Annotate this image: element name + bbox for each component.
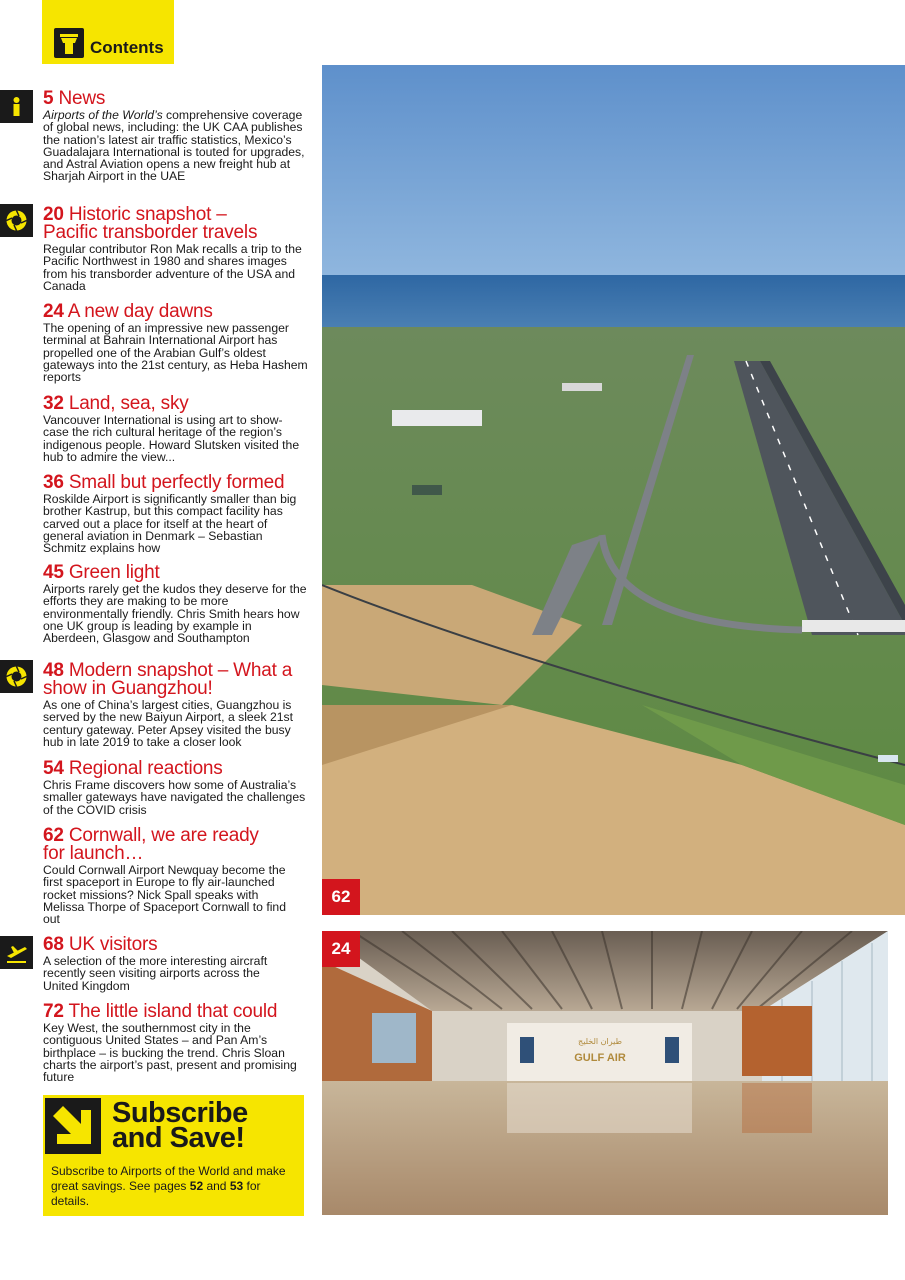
camera-aperture-icon: [0, 204, 33, 237]
terminal-interior-photo: [322, 931, 888, 1215]
aerial-runway-photo: [322, 65, 905, 915]
contents-entry-uk-visitors[interactable]: [43, 936, 308, 992]
subscribe-body: Subscribe to Airports of the World and make great savings. See pages 52 and 53 for details.: [51, 1164, 286, 1208]
entry-description: A selection of the more interesting aircraft recently seen visiting airports across the United Kingdom: [43, 954, 268, 993]
entry-description: The opening of an impressive new passenger terminal at Bahrain International Airport has propelled one of the Arabian Gulf’s oldest gateways into the 21st century, as Heba Hashem reports: [43, 321, 308, 385]
contents-entry-regional-reactions[interactable]: [43, 760, 308, 816]
entry-description: As one of China’s largest cities, Guangzhou is served by the new Baiyun Airport, a sleek 21st century gateway. Peter Apsey visited the busy hub in late 2019 to take a closer look: [43, 698, 293, 749]
entry-title: 45 Green light: [43, 562, 160, 583]
contents-entry-little-island[interactable]: [43, 1003, 308, 1083]
contents-entry-land-sea-sky[interactable]: [43, 395, 308, 463]
contents-entry-green-light[interactable]: [43, 564, 308, 644]
control-tower-icon: [54, 28, 84, 58]
terminal-sign: GULF AIR: [574, 1052, 626, 1064]
page-badge-62: 62: [322, 879, 360, 915]
contents-entry-cornwall[interactable]: [43, 825, 286, 927]
entry-description: Could Cornwall Airport Newquay become the first spaceport in Europe to fly air-launched rocket missions? Nick Spall speaks with Melissa Thorpe of Spaceport Cornwall to find out: [43, 863, 286, 927]
entry-title: 68 UK visitors: [43, 934, 158, 955]
entry-title: 32 Land, sea, sky: [43, 393, 189, 414]
entry-description: Vancouver International is using art to show-case the rich cultural heritage of the region’s indigenous people. Howard Slutsken visited the hub to admire the view...: [43, 413, 300, 464]
contents-header: [42, 0, 174, 64]
contents-entry-new-day-dawns[interactable]: [43, 303, 308, 383]
entry-description: Airports rarely get the kudos they deserve for the efforts they are making to be more environmentally friendly. Chris Smith hears how one UK group is leading by example in Aberdeen, Glasgow and Southampton: [43, 582, 307, 646]
entry-title: 62 Cornwall, we are ready for launch…: [43, 825, 259, 864]
contents-entry-news[interactable]: [43, 90, 308, 183]
subscribe-panel[interactable]: [43, 1095, 304, 1216]
terminal-sign-arabic: طيران الخليج: [578, 1037, 622, 1046]
airplane-takeoff-icon: [0, 936, 33, 969]
contents-entry-modern-snapshot[interactable]: [43, 662, 301, 748]
entry-description: Airports of the World’s comprehensive coverage of global news, including: the UK CAA publishes the nation’s latest air traffic statistics, Mexico’s Guadalajara International is touted for upgrades, and Astral Aviation opens a new freight hub at Sharjah Airport in the UAE: [43, 108, 305, 184]
entry-description: Chris Frame discovers how some of Australia’s smaller gateways have navigated the challenges of the COVID crisis: [43, 778, 306, 817]
entry-title: 20 Historic snapshot – Pacific transborder travels: [43, 204, 258, 243]
contents-entry-small-but-perfectly-formed[interactable]: [43, 474, 308, 554]
camera-aperture-icon: [0, 660, 33, 693]
entry-description: Key West, the southernmost city in the contiguous United States – and Pan Am’s birthplace – is bucking the trend. Chris Sloan charts the airport’s past, present and promising future: [43, 1021, 297, 1085]
subscribe-headline: Subscribe and Save!: [112, 1097, 248, 1154]
entry-description: Roskilde Airport is significantly smaller than big brother Kastrup, but this compact facility has carved out a place for itself at the heart of general aviation in Denmark – Sebastian Schmitz explains how: [43, 492, 297, 556]
entry-title: 24 A new day dawns: [43, 301, 213, 322]
entry-title: 36 Small but perfectly formed: [43, 472, 285, 493]
entry-description: Regular contributor Ron Mak recalls a trip to the Pacific Northwest in 1980 and shares images from his transborder adventure of the USA and Canada: [43, 242, 302, 293]
page-badge-24: 24: [322, 931, 360, 967]
contents-entry-historic-snapshot[interactable]: [43, 204, 302, 293]
info-icon: [0, 90, 33, 123]
arrow-down-right-icon: [45, 1098, 101, 1154]
entry-title: 54 Regional reactions: [43, 758, 223, 779]
entry-title: 72 The little island that could: [43, 1001, 278, 1022]
entry-title: 5 News: [43, 88, 106, 109]
contents-label: Contents: [90, 38, 164, 57]
entry-title: 48 Modern snapshot – What a show in Guangzhou!: [43, 660, 293, 699]
